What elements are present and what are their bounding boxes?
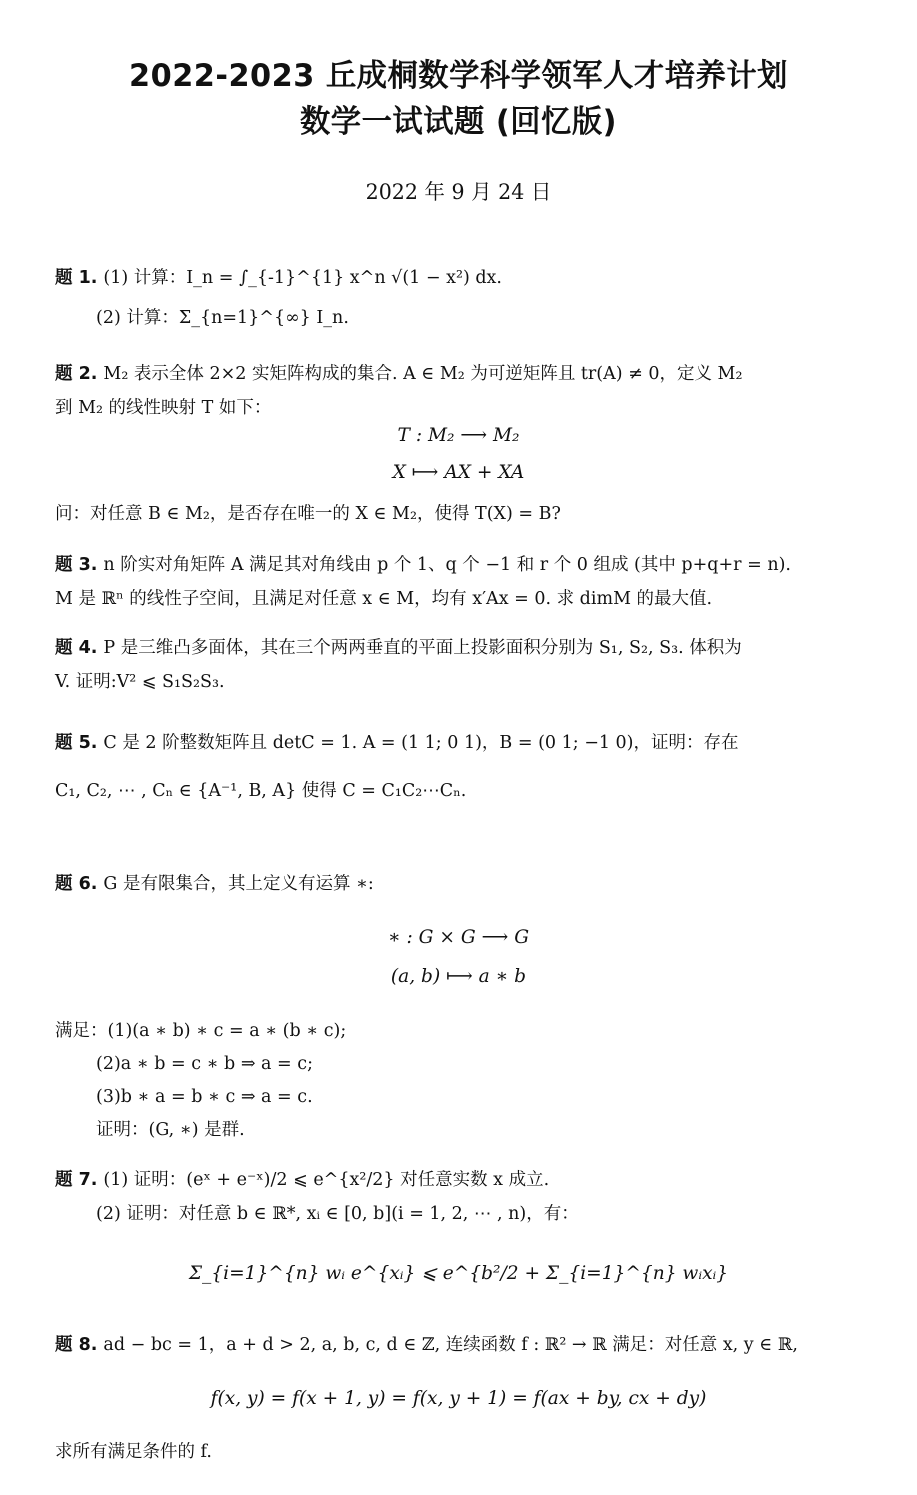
problem-label: 题 4. bbox=[55, 638, 98, 658]
problem-text: ad − bc = 1，a + d > 2, a, b, c, d ∈ ℤ, 连续函数 f : ℝ² → ℝ 满足：对任意 x, y ∈ ℝ, bbox=[103, 1335, 798, 1355]
title-line-2: 数学一试试题 (回忆版) bbox=[299, 104, 617, 140]
problem-text: M₂ 表示全体 2×2 实矩阵构成的集合. A ∈ M₂ 为可逆矩阵且 tr(A) ≠ 0，定义 M₂ bbox=[103, 364, 743, 384]
problem-label: 题 1. bbox=[55, 268, 98, 288]
problem-2 bbox=[55, 362, 743, 386]
problem-2-line-2: 到 M₂ 的线性映射 T 如下： bbox=[55, 398, 272, 418]
problem-2-question: 问：对任意 B ∈ M₂，是否存在唯一的 X ∈ M₂，使得 T(X) = B? bbox=[55, 504, 561, 524]
problem-text: G 是有限集合，其上定义有运算 ∗: bbox=[103, 874, 374, 894]
problem-8-formula: f(x, y) = f(x + 1, y) = f(x, y + 1) = f(ax + by, cx + dy) bbox=[210, 1387, 707, 1409]
problem-6-map-line-1: ∗ : G × G ⟶ G bbox=[387, 926, 530, 948]
problem-label: 题 6. bbox=[55, 874, 98, 894]
problem-1 bbox=[55, 266, 502, 290]
problem-5-line-2: C₁, C₂, ⋯ , Cₙ ∈ {A⁻¹, B, A} 使得 C = C₁C₂⋯Cₙ. bbox=[55, 781, 467, 801]
problem-4-line-2: V. 证明:V² ⩽ S₁S₂S₃. bbox=[55, 672, 225, 692]
problem-6-map-line-2: (a, b) ⟼ a ∗ b bbox=[390, 965, 527, 987]
problem-8 bbox=[55, 1333, 798, 1357]
problem-text: (1) 计算：I_n = ∫_{-1}^{1} x^n √(1 − x²) dx. bbox=[103, 268, 502, 288]
problem-label: 题 3. bbox=[55, 555, 98, 575]
title-line-1: 2022-2023 丘成桐数学科学领军人才培养计划 bbox=[129, 58, 788, 94]
problem-text: C 是 2 阶整数矩阵且 detC = 1. A = (1 1; 0 1)，B = (0 1; −1 0)，证明：存在 bbox=[103, 733, 739, 753]
problem-2-map-line-2: X ⟼ AX + XA bbox=[392, 461, 525, 483]
problem-label: 题 2. bbox=[55, 364, 98, 384]
problem-7-part-2: (2) 证明：对任意 b ∈ ℝ*, xᵢ ∈ [0, b](i = 1, 2, ⋯ , n)，有： bbox=[96, 1204, 579, 1224]
problem-7-formula: Σ_{i=1}^{n} wᵢ e^{xᵢ} ⩽ e^{b²/2 + Σ_{i=1}^{n} wᵢxᵢ} bbox=[188, 1262, 729, 1284]
problem-3 bbox=[55, 553, 791, 577]
problem-8-question: 求所有满足条件的 f. bbox=[55, 1442, 212, 1462]
problem-5 bbox=[55, 731, 739, 755]
problem-label: 题 8. bbox=[55, 1335, 98, 1355]
problem-6-condition-2: (2)a ∗ b = c ∗ b ⇒ a = c; bbox=[96, 1054, 313, 1074]
problem-6-condition-3: (3)b ∗ a = b ∗ c ⇒ a = c. bbox=[96, 1087, 313, 1107]
problem-6 bbox=[55, 872, 374, 896]
problem-text: P 是三维凸多面体，其在三个两两垂直的平面上投影面积分别为 S₁, S₂, S₃. 体积为 bbox=[103, 638, 742, 658]
problem-label: 题 7. bbox=[55, 1170, 98, 1190]
problem-1-part-2: (2) 计算：Σ_{n=1}^{∞} I_n. bbox=[96, 308, 349, 328]
problem-6-condition-1: 满足：(1)(a ∗ b) ∗ c = a ∗ (b ∗ c); bbox=[55, 1021, 347, 1041]
problem-text: n 阶实对角矩阵 A 满足其对角线由 p 个 1、q 个 −1 和 r 个 0 组成 (其中 p+q+r = n). bbox=[103, 555, 791, 575]
problem-4 bbox=[55, 636, 742, 660]
exam-date: 2022 年 9 月 24 日 bbox=[365, 180, 552, 204]
problem-text: (1) 证明：(eˣ + e⁻ˣ)/2 ⩽ e^{x²/2} 对任意实数 x 成立. bbox=[103, 1170, 550, 1190]
problem-7 bbox=[55, 1168, 549, 1192]
problem-6-prove: 证明：(G, ∗) 是群. bbox=[96, 1120, 245, 1140]
problem-label: 题 5. bbox=[55, 733, 98, 753]
problem-3-line-2: M 是 ℝⁿ 的线性子空间，且满足对任意 x ∈ M，均有 x′Ax = 0. 求 dimM 的最大值. bbox=[55, 589, 713, 609]
problem-2-map-line-1: T : M₂ ⟶ M₂ bbox=[397, 424, 520, 446]
